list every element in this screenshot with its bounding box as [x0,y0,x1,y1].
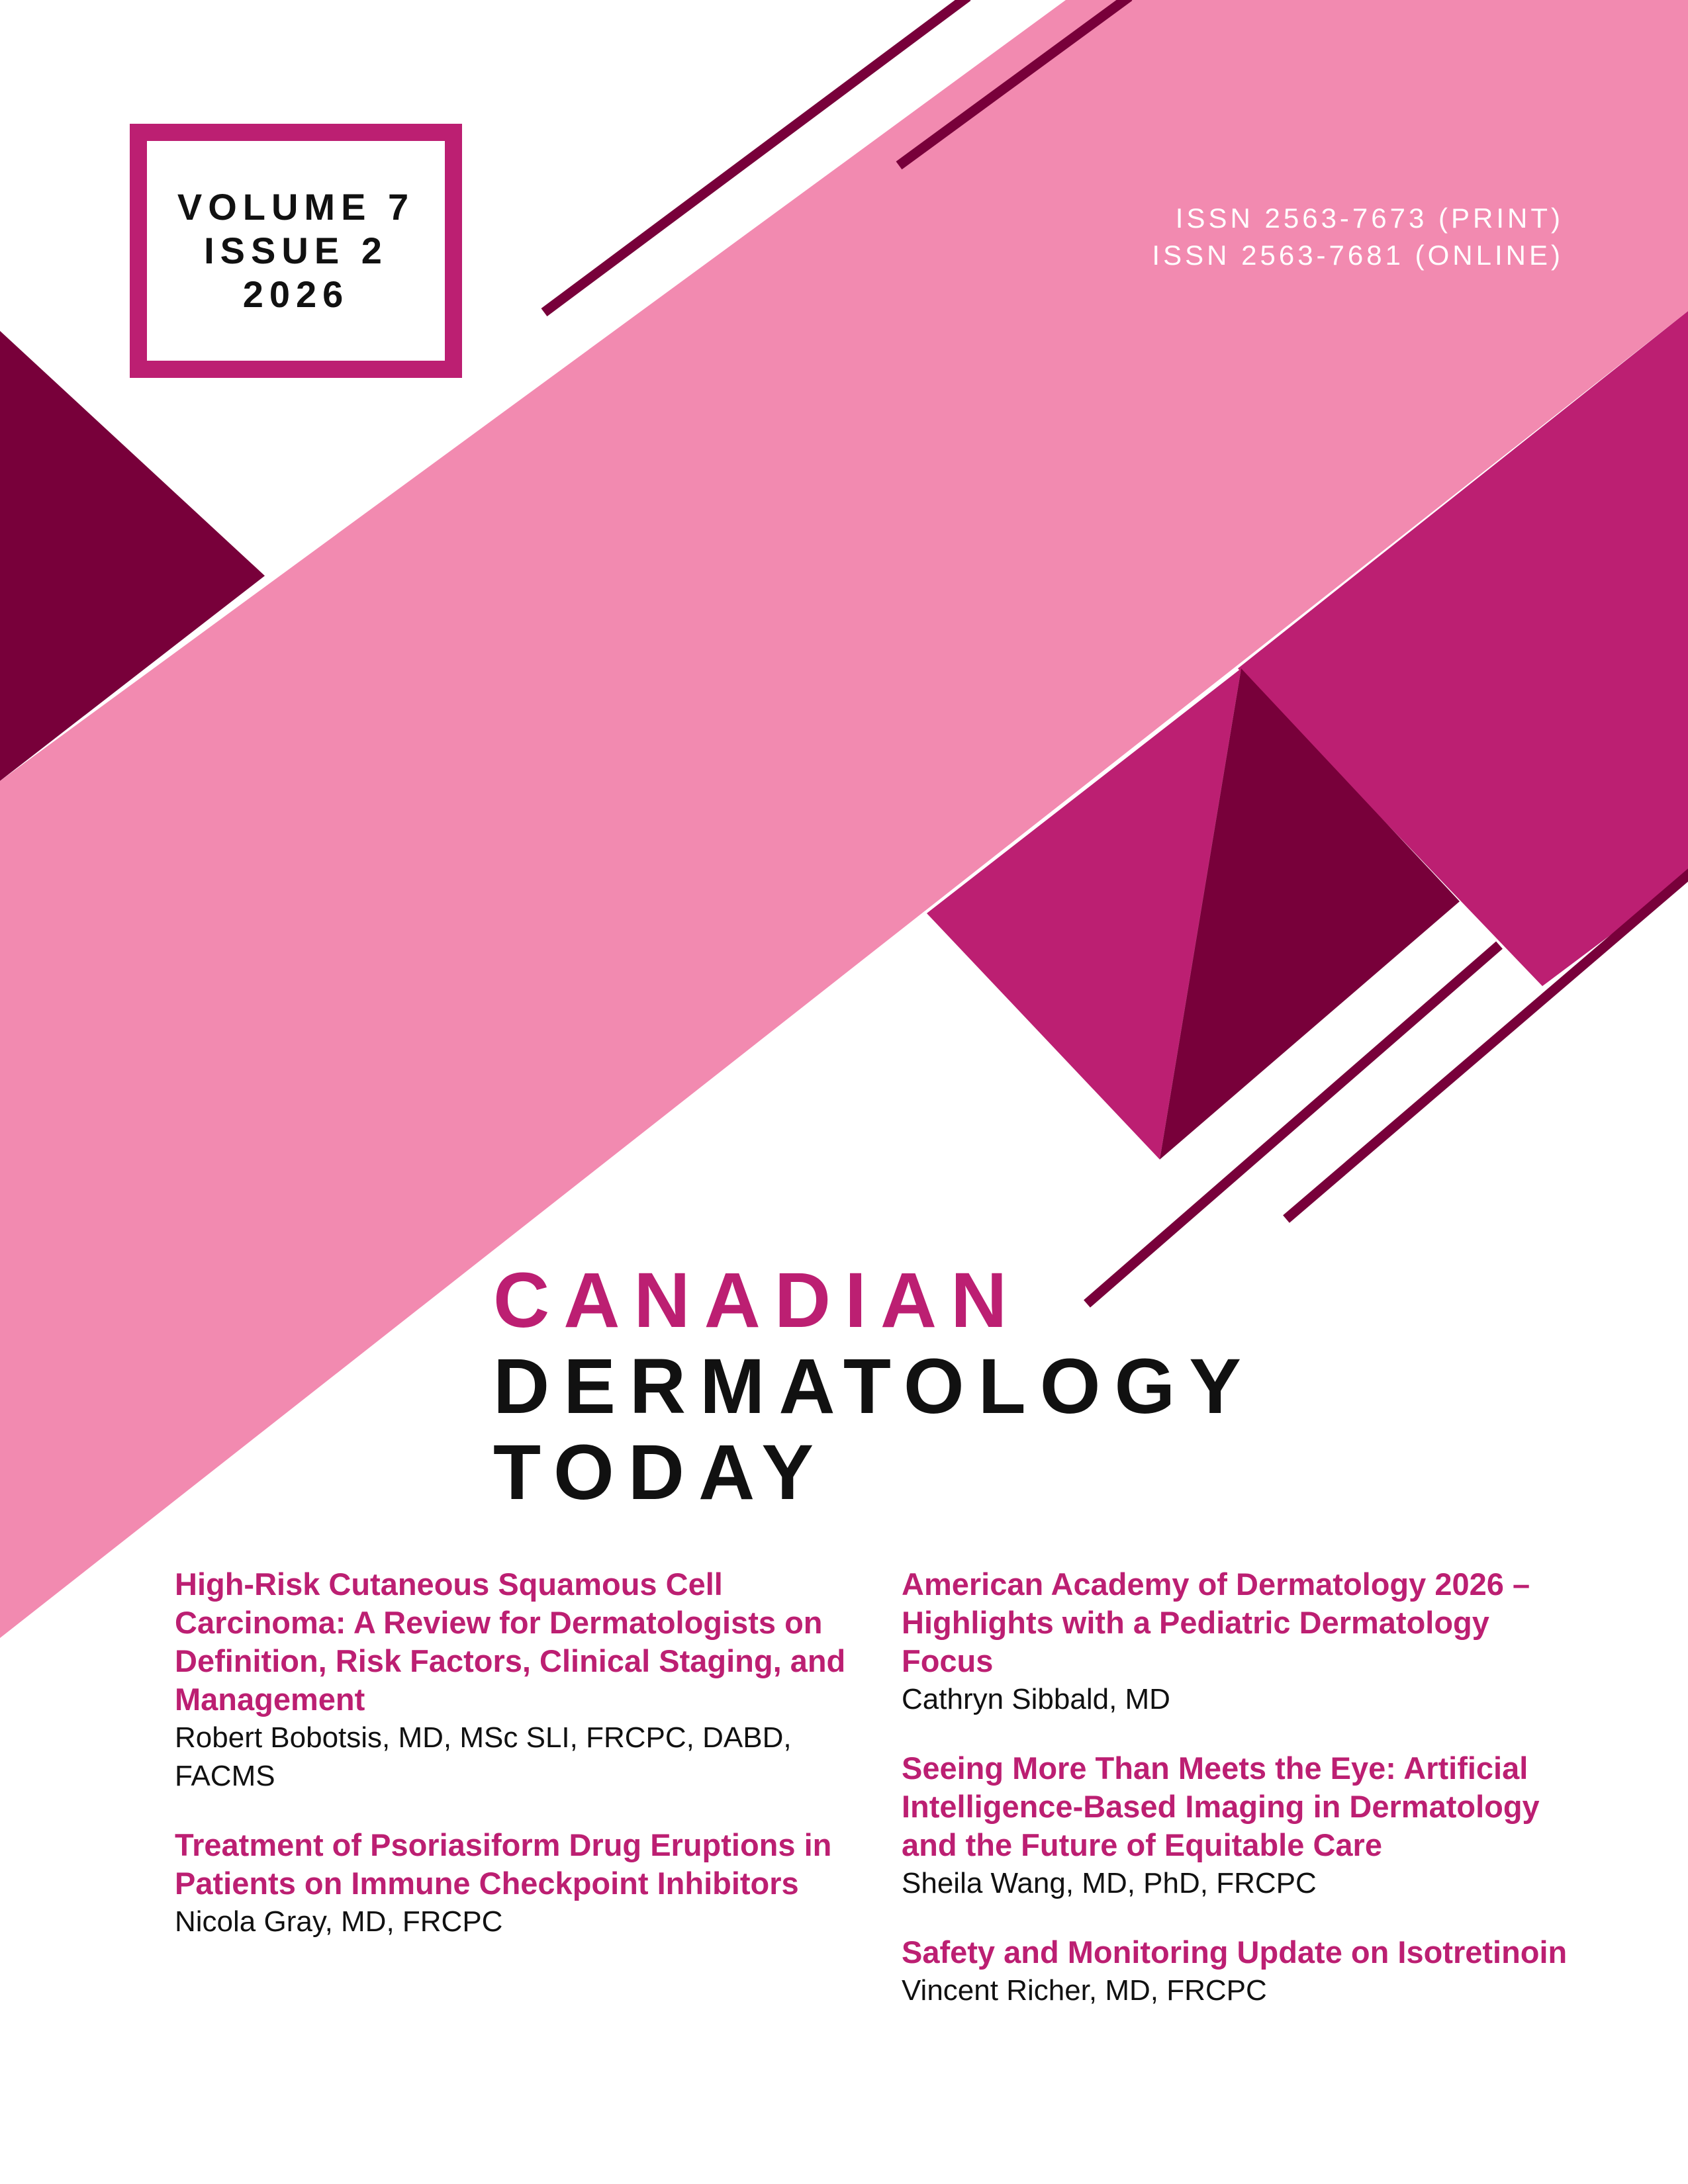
article-author: Nicola Gray, MD, FRCPC [175,1905,503,1938]
articles-right-column [902,1565,1577,2040]
volume-issue-box [130,124,462,378]
article-author: Sheila Wang, MD, PhD, FRCPC [902,1867,1317,1899]
journal-title-line2: DERMATOLOGY [493,1343,1255,1430]
issn-block [1152,200,1564,274]
journal-title [493,1257,1255,1516]
issn-online: ISSN 2563-7681 (ONLINE) [1152,240,1564,271]
article-title: Safety and Monitoring Update on Isotretinoin [902,1934,1568,1970]
article-item [175,1826,850,1941]
issue-label: ISSUE 2 [204,230,388,271]
issn-print: ISSN 2563-7673 (PRINT) [1175,203,1564,234]
article-item [902,1933,1577,2010]
article-title: High-Risk Cutaneous Squamous Cell Carcinoma: A Review for Dermatologists on Definition, Risk Factors, Clinical Staging, and Management [175,1567,846,1717]
year-label: 2026 [242,273,350,315]
article-item [902,1565,1577,1719]
journal-title-line1: CANADIAN [493,1257,1021,1344]
journal-title-line3: TODAY [493,1429,828,1516]
article-title: Seeing More Than Meets the Eye: Artificial Intelligence-Based Imaging in Dermatology and the Future of Equitable Care [902,1751,1540,1862]
volume-label: VOLUME 7 [177,186,415,228]
article-author: Vincent Richer, MD, FRCPC [902,1974,1267,2007]
article-author: Cathryn Sibbald, MD [902,1683,1170,1715]
article-title: American Academy of Dermatology 2026 – Highlights with a Pediatric Dermatology Focus [902,1567,1530,1678]
article-author: Robert Bobotsis, MD, MSc SLI, FRCPC, DABD, FACMS [175,1721,792,1792]
articles-left-column [175,1565,850,1972]
article-item [902,1749,1577,1903]
article-title: Treatment of Psoriasiform Drug Eruptions in Patients on Immune Checkpoint Inhibitors [175,1827,832,1901]
article-item [175,1565,850,1796]
